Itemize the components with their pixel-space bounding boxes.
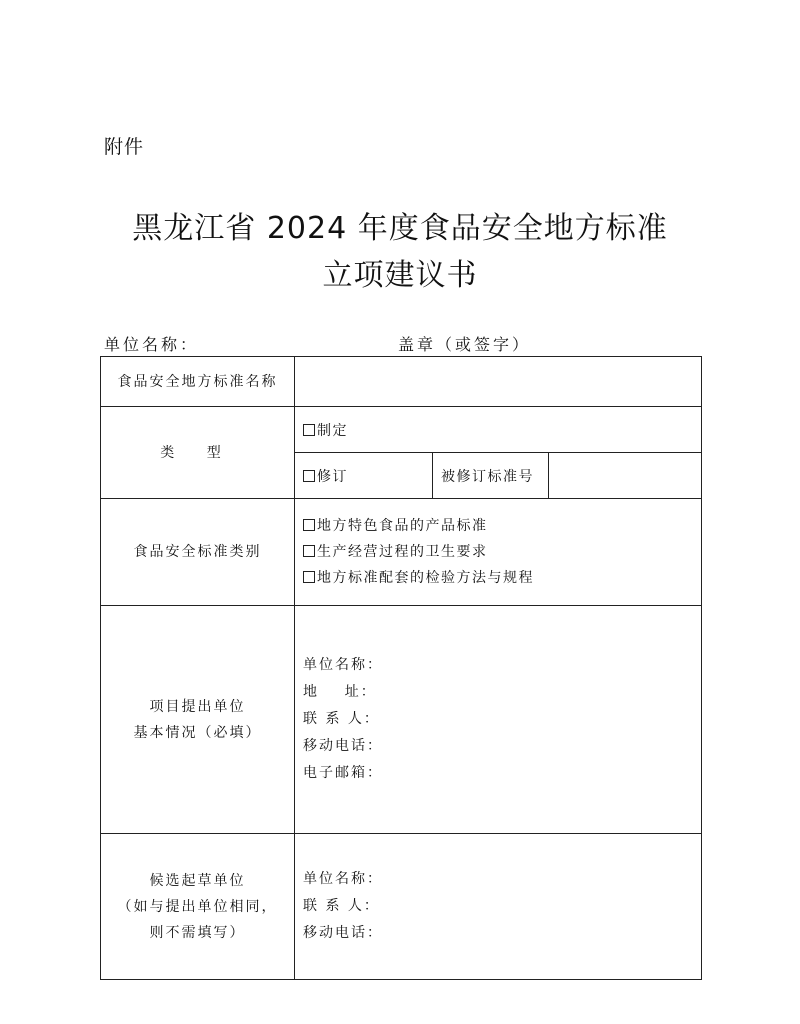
type-option-formulate[interactable]: 制定 <box>295 407 702 453</box>
proposer-field: 地 址： <box>303 684 377 700</box>
category-option[interactable]: 生产经营过程的卫生要求 <box>303 539 701 565</box>
checkbox-category-1[interactable] <box>303 519 315 531</box>
drafter-field: 单位名称： <box>303 871 383 887</box>
drafter-field: 联 系 人： <box>303 898 380 914</box>
document-title-line1: 黑龙江省 2024 年度食品安全地方标准 <box>132 211 668 246</box>
type-option-revise[interactable]: 修订 <box>295 453 433 499</box>
attachment-label: 附件 <box>104 136 145 158</box>
type-row-formulate <box>101 407 702 453</box>
checkbox-formulate[interactable] <box>303 424 315 436</box>
standard-name-row <box>101 357 702 407</box>
proposer-label: 项目提出单位 基本情况（必填） <box>101 606 295 834</box>
checkbox-revise[interactable] <box>303 470 315 482</box>
proposer-info[interactable] <box>295 606 702 834</box>
proposer-field: 单位名称： <box>303 657 383 673</box>
revised-standard-number-label: 被修订标准号 <box>433 453 549 499</box>
drafter-field: 移动电话： <box>303 925 383 941</box>
type-label: 类 型 <box>101 407 295 499</box>
category-option[interactable]: 地方特色食品的产品标准 <box>303 513 701 539</box>
proposer-row <box>101 606 702 834</box>
revised-standard-number-input[interactable] <box>549 453 702 499</box>
drafter-row <box>101 834 702 980</box>
category-label: 食品安全标准类别 <box>101 499 295 606</box>
proposer-field: 联 系 人： <box>303 711 380 727</box>
category-options <box>295 499 702 606</box>
standard-name-input[interactable] <box>295 357 702 407</box>
proposal-form-table <box>100 356 702 980</box>
proposer-field: 移动电话： <box>303 738 383 754</box>
unit-name-label: 单位名称： <box>104 335 200 354</box>
seal-label: 盖章（或签字） <box>398 335 532 354</box>
category-row <box>101 499 702 606</box>
document-title-line2: 立项建议书 <box>322 258 478 293</box>
drafter-label: 候选起草单位 （如与提出单位相同， 则不需填写） <box>101 834 295 980</box>
checkbox-category-2[interactable] <box>303 545 315 557</box>
checkbox-category-3[interactable] <box>303 571 315 583</box>
category-option[interactable]: 地方标准配套的检验方法与规程 <box>303 565 701 591</box>
proposer-field: 电子邮箱： <box>303 765 383 781</box>
standard-name-label: 食品安全地方标准名称 <box>101 357 295 407</box>
drafter-info[interactable] <box>295 834 702 980</box>
